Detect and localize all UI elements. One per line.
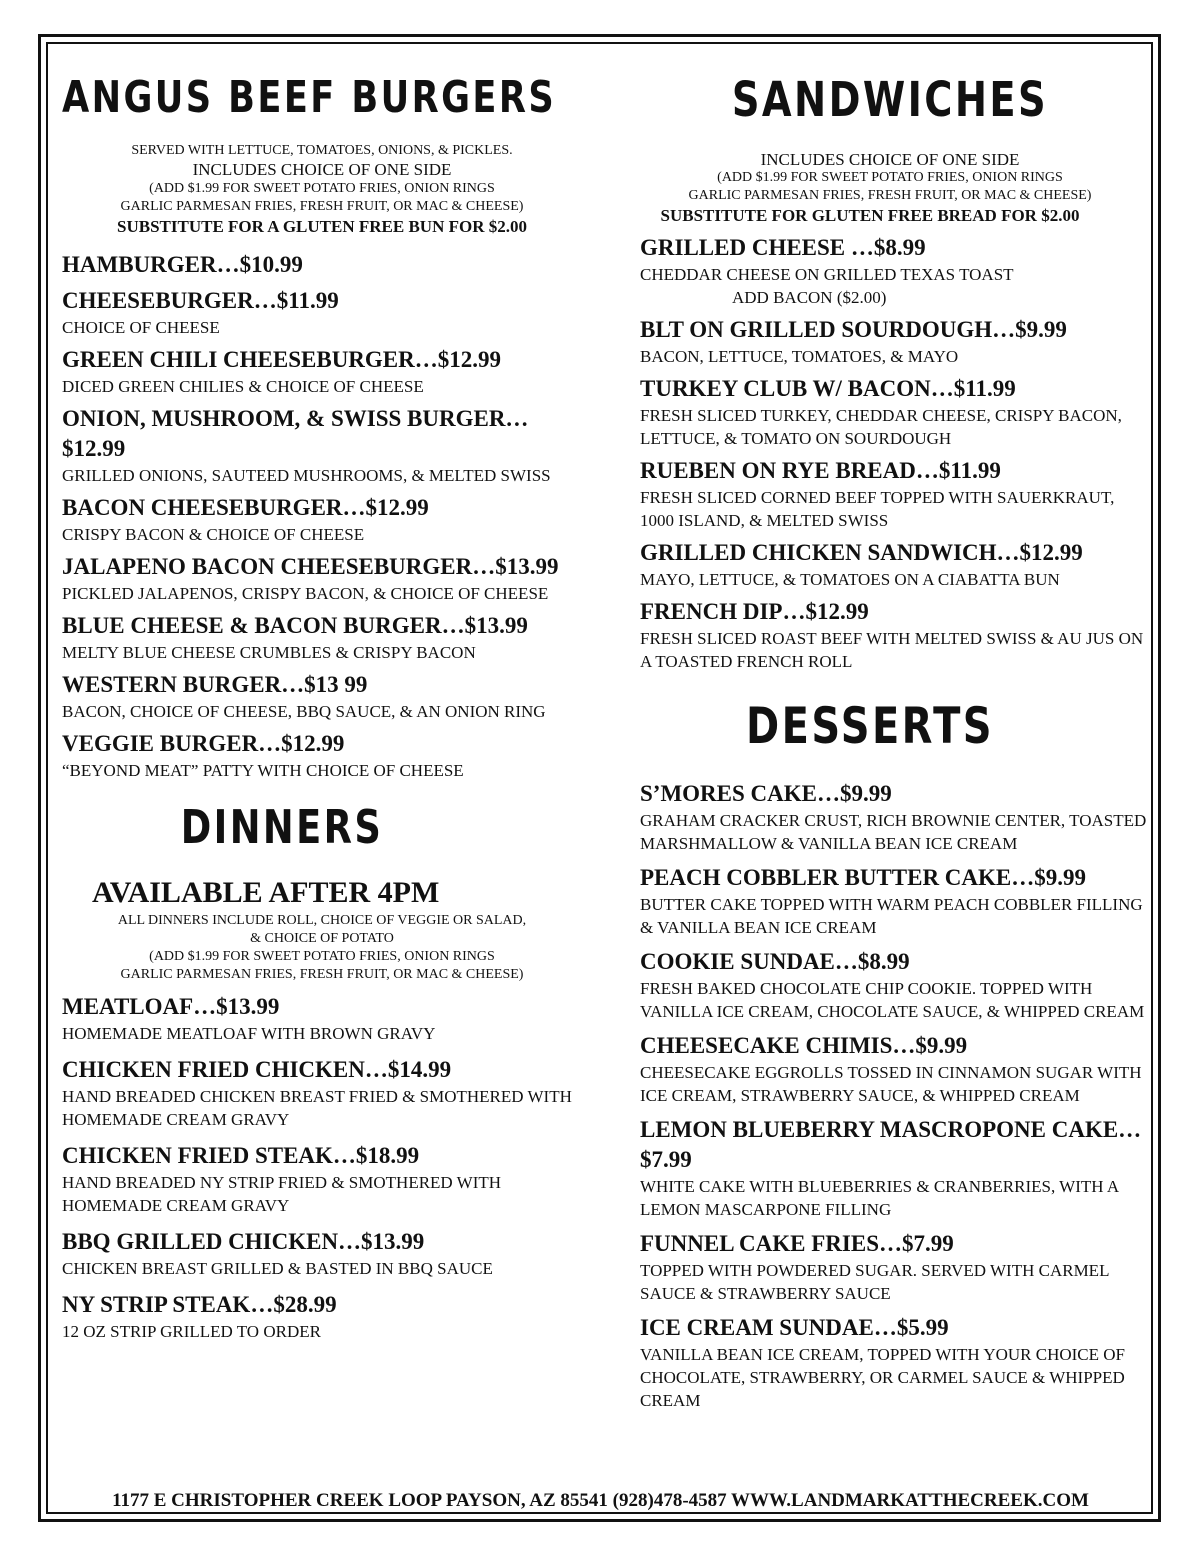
menu-item-description: VANILLA BEAN ICE CREAM, TOPPED WITH YOUR CHOICE OF CHOCOLATE, STRAWBERRY, OR CARMEL SAUCE & WHIPPED CREAM: [640, 1345, 1125, 1410]
menu-item-description: 12 OZ STRIP GRILLED TO ORDER: [62, 1322, 321, 1341]
menu-item: [640, 315, 1150, 368]
menu-item-description: MAYO, LETTUCE, & TOMATOES ON A CIABATTA BUN: [640, 570, 1060, 589]
menu-item-name: S’MORES CAKE…$9.99: [640, 781, 892, 806]
right-column: [640, 58, 1150, 1412]
menu-item-name: RUEBEN ON RYE BREAD…$11.99: [640, 458, 1001, 483]
menu-item-description: GRAHAM CRACKER CRUST, RICH BROWNIE CENTER, TOASTED MARSHMALLOW & VANILLA BEAN ICE CREAM: [640, 811, 1147, 853]
menu-item-description: FRESH BAKED CHOCOLATE CHIP COOKIE. TOPPED WITH VANILLA ICE CREAM, CHOCOLATE SAUCE, & WHIPPED CREAM: [640, 979, 1145, 1021]
menu-item-name: GRILLED CHEESE …$8.99: [640, 235, 926, 260]
burgers-item-list: [62, 250, 582, 782]
menu-item-name: CHEESEBURGER…$11.99: [62, 288, 339, 313]
menu-item: [62, 493, 582, 546]
menu-item-addon: ADD BACON ($2.00): [732, 288, 887, 307]
menu-item: [62, 286, 582, 339]
menu-item-description: BUTTER CAKE TOPPED WITH WARM PEACH COBBLER FILLING & VANILLA BEAN ICE CREAM: [640, 895, 1143, 937]
menu-item-description: WHITE CAKE WITH BLUEBERRIES & CRANBERRIES, WITH A LEMON MASCARPONE FILLING: [640, 1177, 1119, 1219]
menu-item-name: BLT ON GRILLED SOURDOUGH…$9.99: [640, 317, 1067, 342]
dinners-note-3: (ADD $1.99 FOR SWEET POTATO FRIES, ONION RINGS: [149, 949, 495, 964]
sandwiches-gf-note: SUBSTITUTE FOR GLUTEN FREE BREAD FOR $2.00: [660, 206, 1080, 225]
menu-item-name: BLUE CHEESE & BACON BURGER…$13.99: [62, 613, 528, 638]
menu-item: [62, 552, 582, 605]
menu-item: [640, 233, 1150, 309]
menu-item-description: CHOICE OF CHEESE: [62, 318, 220, 337]
menu-item-name: BBQ GRILLED CHICKEN…$13.99: [62, 1229, 425, 1254]
menu-item-name: FRENCH DIP…$12.99: [640, 599, 869, 624]
menu-item: [62, 1290, 582, 1343]
menu-item-description: FRESH SLICED CORNED BEEF TOPPED WITH SAUERKRAUT, 1000 ISLAND, & MELTED SWISS: [640, 488, 1115, 530]
menu-item-name: COOKIE SUNDAE…$8.99: [640, 949, 910, 974]
menu-item-description: BACON, CHOICE OF CHEESE, BBQ SAUCE, & AN ONION RING: [62, 702, 546, 721]
menu-item: [62, 404, 582, 487]
dinners-section: [62, 800, 582, 1343]
left-column: [62, 58, 582, 1343]
menu-item-name: WESTERN BURGER…$13 99: [62, 672, 368, 697]
menu-item-description: FRESH SLICED TURKEY, CHEDDAR CHEESE, CRISPY BACON, LETTUCE, & TOMATO ON SOURDOUGH: [640, 406, 1122, 448]
menu-item-description: HOMEMADE MEATLOAF WITH BROWN GRAVY: [62, 1024, 436, 1043]
menu-item: [62, 670, 582, 723]
desserts-title: DESSERTS: [746, 697, 994, 755]
burgers-gf-note: SUBSTITUTE FOR A GLUTEN FREE BUN FOR $2.00: [117, 217, 527, 236]
menu-item: [640, 597, 1150, 673]
desserts-item-list: [640, 779, 1150, 1412]
burgers-section: [62, 72, 582, 782]
menu-item: [640, 374, 1150, 450]
menu-item-description: MELTY BLUE CHEESE CRUMBLES & CRISPY BACON: [62, 643, 476, 662]
menu-item-name: LEMON BLUEBERRY MASCROPONE CAKE…$7.99: [640, 1117, 1142, 1172]
menu-item: [640, 1031, 1150, 1107]
menu-item: [62, 1141, 582, 1217]
burgers-note-3: (ADD $1.99 FOR SWEET POTATO FRIES, ONION RINGS: [149, 181, 495, 196]
dinners-note-4: GARLIC PARMESAN FRIES, FRESH FRUIT, OR MAC & CHEESE): [120, 967, 524, 982]
menu-item-description: HAND BREADED NY STRIP FRIED & SMOTHERED WITH HOMEMADE CREAM GRAVY: [62, 1173, 502, 1215]
menu-item-name: NY STRIP STEAK…$28.99: [62, 1292, 337, 1317]
footer-address: 1177 E CHRISTOPHER CREEK LOOP PAYSON, AZ 85541 (928)478-4587 WWW.LANDMARKATTHECREEK.COM: [52, 1490, 1149, 1514]
menu-item-name: ONION, MUSHROOM, & SWISS BURGER…$12.99: [62, 406, 529, 461]
menu-item: [62, 250, 582, 280]
menu-item: [640, 538, 1150, 591]
menu-item-name: ICE CREAM SUNDAE…$5.99: [640, 1315, 949, 1340]
burgers-title: ANGUS BEEF BURGERS: [62, 72, 557, 123]
menu-item-description: CHICKEN BREAST GRILLED & BASTED IN BBQ SAUCE: [62, 1259, 493, 1278]
sandwiches-title: SANDWICHES: [731, 72, 1049, 128]
menu-item: [640, 456, 1150, 532]
menu-item-name: CHEESECAKE CHIMIS…$9.99: [640, 1033, 968, 1058]
menu-item: [640, 779, 1150, 855]
burgers-note-2: INCLUDES CHOICE OF ONE SIDE: [192, 160, 452, 179]
menu-item-description: BACON, LETTUCE, TOMATOES, & MAYO: [640, 347, 959, 366]
sandwiches-note-1: INCLUDES CHOICE OF ONE SIDE: [760, 150, 1020, 169]
menu-item: [62, 992, 582, 1045]
dinners-item-list: [62, 992, 582, 1343]
menu-item-description: FRESH SLICED ROAST BEEF WITH MELTED SWISS & AU JUS ON A TOASTED FRENCH ROLL: [640, 629, 1144, 671]
menu-item-description: CHEDDAR CHEESE ON GRILLED TEXAS TOAST: [640, 265, 1014, 284]
menu-item: [62, 1055, 582, 1131]
menu-item-name: GRILLED CHICKEN SANDWICH…$12.99: [640, 540, 1083, 565]
menu-item: [62, 729, 582, 782]
menu-item: [640, 1313, 1150, 1412]
menu-item-name: BACON CHEESEBURGER…$12.99: [62, 495, 429, 520]
menu-item: [62, 611, 582, 664]
menu-item-description: PICKLED JALAPENOS, CRISPY BACON, & CHOICE OF CHEESE: [62, 584, 549, 603]
burgers-note-1: SERVED WITH LETTUCE, TOMATOES, ONIONS, & PICKLES.: [131, 143, 513, 158]
dinners-subtitle: AVAILABLE AFTER 4PM: [92, 876, 440, 909]
burgers-note-4: GARLIC PARMESAN FRIES, FRESH FRUIT, OR MAC & CHEESE): [120, 199, 524, 214]
dinners-title: DINNERS: [180, 800, 384, 854]
menu-item-name: JALAPENO BACON CHEESEBURGER…$13.99: [62, 554, 559, 579]
sandwiches-note-3: GARLIC PARMESAN FRIES, FRESH FRUIT, OR MAC & CHEESE): [688, 188, 1092, 203]
dinners-note-2: & CHOICE OF POTATO: [250, 931, 394, 946]
dinners-note-1: ALL DINNERS INCLUDE ROLL, CHOICE OF VEGGIE OR SALAD,: [117, 913, 527, 928]
menu-item-description: DICED GREEN CHILIES & CHOICE OF CHEESE: [62, 377, 424, 396]
menu-item-description: HAND BREADED CHICKEN BREAST FRIED & SMOTHERED WITH HOMEMADE CREAM GRAVY: [62, 1087, 572, 1129]
menu-item: [640, 947, 1150, 1023]
menu-item: [640, 1115, 1150, 1221]
menu-item-name: PEACH COBBLER BUTTER CAKE…$9.99: [640, 865, 1087, 890]
menu-item-name: GREEN CHILI CHEESEBURGER…$12.99: [62, 347, 501, 372]
menu-item: [62, 345, 582, 398]
sandwiches-section: [640, 72, 1150, 673]
desserts-section: [640, 697, 1150, 1412]
menu-item: [640, 863, 1150, 939]
menu-item-name: MEATLOAF…$13.99: [62, 994, 280, 1019]
sandwiches-note-2: (ADD $1.99 FOR SWEET POTATO FRIES, ONION RINGS: [717, 170, 1063, 185]
menu-item-name: TURKEY CLUB W/ BACON…$11.99: [640, 376, 1016, 401]
menu-item: [62, 1227, 582, 1280]
menu-item-description: CRISPY BACON & CHOICE OF CHEESE: [62, 525, 365, 544]
menu-item: [640, 1229, 1150, 1305]
menu-item-description: “BEYOND MEAT” PATTY WITH CHOICE OF CHEESE: [62, 761, 464, 780]
menu-item-description: TOPPED WITH POWDERED SUGAR. SERVED WITH CARMEL SAUCE & STRAWBERRY SAUCE: [640, 1261, 1109, 1303]
menu-item-description: CHEESECAKE EGGROLLS TOSSED IN CINNAMON SUGAR WITH ICE CREAM, STRAWBERRY SAUCE, & WHIPPED CREAM: [640, 1063, 1142, 1105]
menu-item-name: CHICKEN FRIED CHICKEN…$14.99: [62, 1057, 452, 1082]
sandwiches-item-list: [640, 233, 1150, 673]
menu-item-name: FUNNEL CAKE FRIES…$7.99: [640, 1231, 954, 1256]
menu-item-description: GRILLED ONIONS, SAUTEED MUSHROOMS, & MELTED SWISS: [62, 466, 551, 485]
menu-item-name: HAMBURGER…$10.99: [62, 252, 303, 277]
menu-item-name: VEGGIE BURGER…$12.99: [62, 731, 345, 756]
menu-item-name: CHICKEN FRIED STEAK…$18.99: [62, 1143, 420, 1168]
